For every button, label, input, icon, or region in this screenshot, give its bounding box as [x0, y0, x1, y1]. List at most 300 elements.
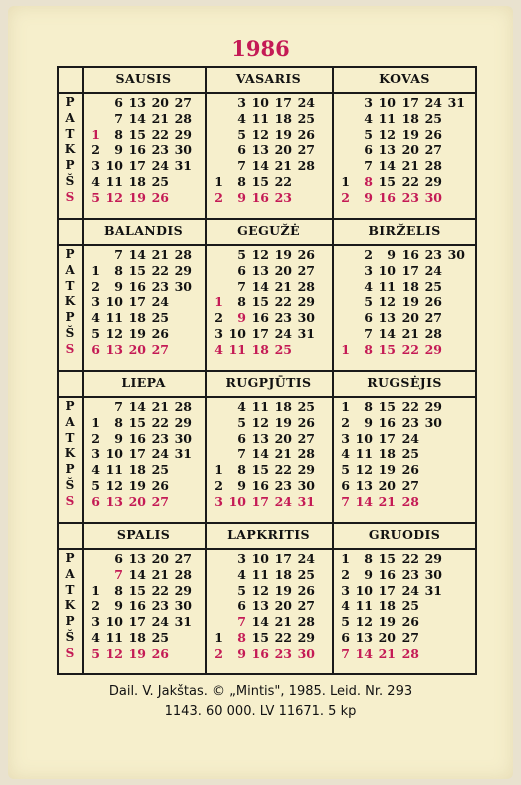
calendar-day: 17: [401, 262, 419, 278]
calendar-day: 7: [237, 158, 246, 174]
calendar-day: 6: [237, 430, 246, 446]
calendar-day: 8: [114, 262, 123, 278]
calendar-day: 26: [401, 614, 419, 630]
calendar-day: 30: [424, 566, 442, 582]
calendar-day: 7: [237, 614, 246, 630]
calendar-day: 1: [341, 551, 350, 566]
calendar-day: 8: [237, 294, 246, 310]
calendar-day: 16: [251, 645, 269, 661]
calendar-day: 13: [128, 551, 146, 566]
calendar-day: 18: [128, 174, 146, 189]
calendar-day: 21: [151, 399, 169, 414]
weekday-letter: S: [65, 341, 75, 356]
weekday-letter: P: [65, 551, 75, 565]
calendar-day: 18: [274, 566, 292, 582]
calendar-day: 22: [401, 551, 419, 566]
calendar-day: 1: [91, 126, 100, 142]
calendar-day: 18: [401, 110, 419, 126]
calendar-day: 10: [105, 158, 123, 174]
calendar-day: 14: [378, 158, 396, 174]
calendar-day: 1: [91, 262, 100, 278]
calendar-day: 17: [251, 326, 269, 341]
calendar-day: 11: [355, 446, 373, 462]
calendar-day: 8: [237, 462, 246, 478]
calendar-day: 20: [128, 341, 146, 357]
calendar-day: 11: [355, 598, 373, 614]
calendar-day: 9: [237, 310, 246, 326]
month-name: RUGPJŪTIS: [225, 375, 312, 390]
calendar-day: 17: [378, 430, 396, 446]
calendar-day: 12: [105, 478, 123, 493]
calendar-day: 8: [364, 174, 373, 189]
calendar-day: 10: [105, 294, 123, 310]
calendar-day: 12: [378, 294, 396, 310]
calendar-day: 11: [228, 341, 246, 357]
calendar-day: 25: [297, 566, 315, 582]
calendar-day: 7: [237, 278, 246, 294]
calendar-day: 18: [401, 278, 419, 294]
calendar-day: 29: [174, 414, 192, 430]
calendar-day: 6: [114, 95, 123, 110]
calendar-day: 13: [378, 142, 396, 158]
calendar-day: 6: [114, 551, 123, 566]
calendar-day: 24: [424, 95, 442, 110]
calendar-day: 10: [105, 446, 123, 462]
calendar-day: 28: [297, 158, 315, 174]
calendar-day: 21: [151, 247, 169, 262]
calendar-day: 7: [364, 326, 373, 341]
calendar-day: 17: [378, 582, 396, 598]
calendar-day: 14: [251, 158, 269, 174]
calendar-day: 21: [274, 158, 292, 174]
calendar-day: 27: [151, 341, 169, 357]
calendar-day: 14: [251, 614, 269, 630]
month-name: RUGSĖJIS: [367, 375, 442, 390]
calendar-day: 21: [401, 158, 419, 174]
calendar-day: 24: [424, 262, 442, 278]
calendar-day: 9: [237, 189, 246, 205]
calendar-day: 2: [214, 478, 223, 493]
grid-divider: [57, 548, 477, 550]
calendar-day: 19: [274, 126, 292, 142]
calendar-day: 25: [151, 630, 169, 645]
calendar-day: 2: [341, 189, 350, 205]
calendar-day: 3: [214, 326, 223, 341]
calendar-day: 17: [274, 551, 292, 566]
weekday-letter: P: [65, 247, 75, 261]
calendar-day: 8: [114, 126, 123, 142]
calendar-day: 21: [274, 614, 292, 630]
month-name: LAPKRITIS: [227, 527, 310, 542]
calendar-day: 3: [91, 614, 100, 630]
calendar-day: 9: [237, 645, 246, 661]
calendar-day: 15: [378, 341, 396, 357]
weekday-letter: Š: [65, 326, 75, 340]
calendar-day: 29: [297, 462, 315, 478]
calendar-day: 21: [151, 110, 169, 126]
calendar-day: 25: [151, 174, 169, 189]
calendar-day: 4: [364, 278, 373, 294]
calendar-day: 8: [364, 399, 373, 414]
calendar-day: 2: [364, 247, 373, 262]
calendar-day: 3: [91, 294, 100, 310]
calendar-day: 30: [174, 142, 192, 158]
calendar-day: 31: [424, 582, 442, 598]
calendar-day: 26: [297, 582, 315, 598]
calendar-day: 8: [237, 630, 246, 645]
calendar-day: 24: [151, 446, 169, 462]
calendar-day: 8: [237, 174, 246, 189]
calendar-day: 19: [274, 582, 292, 598]
calendar-day: 2: [214, 645, 223, 661]
calendar-day: 30: [424, 414, 442, 430]
calendar-day: 25: [151, 310, 169, 326]
calendar-day: 13: [105, 341, 123, 357]
calendar-day: 13: [251, 598, 269, 614]
calendar-day: 16: [378, 566, 396, 582]
calendar-day: 27: [424, 310, 442, 326]
calendar-day: 11: [105, 462, 123, 478]
calendar-day: 15: [378, 551, 396, 566]
calendar-day: 31: [447, 95, 465, 110]
calendar-day: 1: [341, 174, 350, 189]
calendar-day: 24: [274, 326, 292, 341]
calendar-day: 4: [91, 630, 100, 645]
month-name: BIRŽELIS: [368, 223, 441, 238]
calendar-day: 4: [91, 462, 100, 478]
calendar-day: 28: [174, 399, 192, 414]
calendar-day: 4: [91, 310, 100, 326]
calendar-day: 21: [378, 493, 396, 509]
calendar-day: 22: [401, 174, 419, 189]
calendar-day: 21: [274, 446, 292, 462]
calendar-day: 14: [128, 566, 146, 582]
calendar-day: 1: [341, 399, 350, 414]
calendar-day: 1: [214, 174, 223, 189]
calendar-day: 22: [151, 262, 169, 278]
calendar-day: 20: [151, 551, 169, 566]
calendar-day: 6: [237, 598, 246, 614]
calendar-day: 7: [364, 158, 373, 174]
calendar-day: 7: [114, 566, 123, 582]
calendar-day: 13: [128, 95, 146, 110]
calendar-day: 24: [297, 551, 315, 566]
calendar-day: 20: [274, 598, 292, 614]
calendar-day: 22: [274, 174, 292, 189]
calendar-day: 25: [424, 278, 442, 294]
calendar-day: 19: [128, 189, 146, 205]
calendar-day: 14: [128, 399, 146, 414]
calendar-day: 7: [114, 247, 123, 262]
calendar-day: 9: [114, 278, 123, 294]
calendar-day: 5: [364, 126, 373, 142]
calendar-day: 2: [91, 142, 100, 158]
calendar-day: 21: [151, 566, 169, 582]
calendar-day: 30: [174, 598, 192, 614]
calendar-day: 12: [355, 614, 373, 630]
calendar-day: 23: [274, 645, 292, 661]
calendar-day: 26: [151, 645, 169, 661]
calendar-day: 23: [151, 142, 169, 158]
calendar-day: 18: [274, 399, 292, 414]
calendar-day: 23: [401, 566, 419, 582]
calendar-day: 12: [105, 189, 123, 205]
calendar-day: 16: [251, 310, 269, 326]
calendar-day: 16: [128, 430, 146, 446]
calendar-day: 19: [274, 414, 292, 430]
calendar-day: 28: [297, 278, 315, 294]
calendar-day: 29: [424, 174, 442, 189]
calendar-day: 7: [341, 493, 350, 509]
calendar-day: 9: [364, 566, 373, 582]
calendar-day: 26: [151, 326, 169, 341]
calendar-day: 6: [237, 262, 246, 278]
calendar-day: 19: [378, 614, 396, 630]
calendar-day: 6: [364, 142, 373, 158]
calendar-day: 11: [251, 399, 269, 414]
calendar-day: 2: [91, 430, 100, 446]
calendar-day: 8: [114, 414, 123, 430]
calendar-day: 27: [297, 598, 315, 614]
calendar-day: 19: [401, 126, 419, 142]
weekday-letter: P: [65, 158, 75, 173]
month-name: KOVAS: [379, 71, 430, 86]
calendar-day: 16: [128, 142, 146, 158]
calendar-day: 29: [424, 551, 442, 566]
calendar-day: 19: [128, 478, 146, 493]
calendar-day: 2: [91, 598, 100, 614]
calendar-day: 24: [151, 614, 169, 630]
calendar-day: 30: [424, 189, 442, 205]
calendar-day: 18: [378, 598, 396, 614]
calendar-day: 29: [424, 399, 442, 414]
calendar-day: 27: [424, 142, 442, 158]
calendar-day: 20: [274, 430, 292, 446]
calendar-day: 18: [378, 446, 396, 462]
calendar-day: 21: [401, 326, 419, 341]
calendar-day: 4: [341, 446, 350, 462]
weekday-letter: Š: [65, 630, 75, 644]
calendar-day: 25: [274, 341, 292, 357]
weekday-letter: P: [65, 95, 75, 109]
calendar-day: 25: [297, 399, 315, 414]
calendar-day: 19: [128, 326, 146, 341]
calendar-day: 29: [297, 294, 315, 310]
calendar-day: 11: [251, 566, 269, 582]
calendar-day: 8: [364, 551, 373, 566]
calendar-day: 28: [174, 247, 192, 262]
calendar-day: 15: [128, 582, 146, 598]
calendar-day: 29: [174, 262, 192, 278]
calendar-day: 3: [341, 582, 350, 598]
calendar-day: 5: [237, 247, 246, 262]
calendar-day: 3: [237, 551, 246, 566]
calendar-day: 5: [237, 126, 246, 142]
calendar-day: 4: [91, 174, 100, 189]
calendar-day: 6: [341, 630, 350, 645]
calendar-day: 3: [91, 446, 100, 462]
calendar-day: 22: [274, 630, 292, 645]
month-name: LIEPA: [121, 375, 166, 390]
calendar-day: 18: [128, 310, 146, 326]
calendar-day: 15: [251, 462, 269, 478]
calendar-day: 4: [237, 110, 246, 126]
calendar-day: 30: [174, 430, 192, 446]
calendar-day: 31: [297, 326, 315, 341]
calendar-day: 14: [355, 645, 373, 661]
calendar-day: 15: [251, 174, 269, 189]
calendar-day: 10: [251, 551, 269, 566]
calendar-day: 11: [378, 278, 396, 294]
calendar-day: 20: [274, 262, 292, 278]
calendar-day: 27: [297, 142, 315, 158]
calendar-day: 5: [91, 478, 100, 493]
calendar-day: 22: [274, 294, 292, 310]
calendar-day: 15: [251, 294, 269, 310]
weekday-letter: P: [65, 462, 75, 477]
calendar-day: 26: [297, 247, 315, 262]
weekday-letter: A: [65, 414, 75, 429]
calendar-day: 25: [401, 446, 419, 462]
calendar-day: 23: [424, 247, 442, 262]
calendar-day: 3: [91, 158, 100, 174]
calendar-day: 30: [174, 278, 192, 294]
calendar-day: 4: [237, 566, 246, 582]
calendar-day: 28: [401, 645, 419, 661]
calendar-day: 9: [364, 414, 373, 430]
calendar-day: 9: [237, 478, 246, 493]
weekday-letter: T: [65, 126, 75, 141]
calendar-day: 22: [401, 399, 419, 414]
calendar-day: 1: [214, 462, 223, 478]
calendar-day: 12: [251, 414, 269, 430]
calendar-day: 11: [105, 310, 123, 326]
calendar-day: 5: [237, 582, 246, 598]
calendar-day: 16: [251, 189, 269, 205]
weekday-letter: T: [65, 278, 75, 293]
calendar-day: 7: [114, 399, 123, 414]
calendar-day: 24: [401, 430, 419, 446]
calendar-day: 12: [251, 247, 269, 262]
calendar-day: 4: [364, 110, 373, 126]
calendar-day: 31: [297, 493, 315, 509]
calendar-day: 23: [151, 278, 169, 294]
calendar-day: 1: [214, 630, 223, 645]
calendar-day: 30: [297, 478, 315, 493]
calendar-day: 14: [251, 446, 269, 462]
calendar-day: 27: [174, 551, 192, 566]
weekday-letter: S: [65, 189, 75, 204]
calendar-day: 5: [91, 326, 100, 341]
calendar-day: 28: [424, 326, 442, 341]
calendar-day: 9: [364, 189, 373, 205]
calendar-day: 19: [378, 462, 396, 478]
calendar-day: 16: [128, 598, 146, 614]
calendar-day: 16: [251, 478, 269, 493]
calendar-day: 14: [128, 247, 146, 262]
calendar-day: 13: [355, 630, 373, 645]
calendar-day: 1: [214, 294, 223, 310]
weekday-letter: T: [65, 430, 75, 445]
calendar-day: 14: [251, 278, 269, 294]
calendar-day: 24: [401, 582, 419, 598]
weekday-letter: K: [64, 142, 76, 157]
calendar-day: 26: [297, 126, 315, 142]
calendar-day: 20: [378, 478, 396, 493]
calendar-day: 4: [214, 341, 223, 357]
calendar-day: 4: [341, 598, 350, 614]
calendar-day: 20: [401, 310, 419, 326]
calendar-day: 11: [378, 110, 396, 126]
calendar-day: 14: [128, 110, 146, 126]
calendar-day: 18: [128, 630, 146, 645]
calendar-day: 22: [401, 341, 419, 357]
calendar-day: 23: [274, 478, 292, 493]
calendar-day: 10: [251, 95, 269, 110]
month-name: SAUSIS: [115, 71, 172, 86]
calendar-day: 14: [355, 493, 373, 509]
weekday-letter: A: [65, 262, 75, 277]
calendar-day: 1: [91, 582, 100, 598]
calendar-day: 23: [151, 598, 169, 614]
calendar-day: 23: [401, 414, 419, 430]
calendar-day: 28: [297, 614, 315, 630]
calendar-day: 22: [151, 414, 169, 430]
calendar-day: 19: [128, 645, 146, 661]
weekday-letter: P: [65, 310, 75, 325]
calendar-day: 17: [128, 446, 146, 462]
calendar-day: 2: [341, 566, 350, 582]
calendar-day: 17: [128, 614, 146, 630]
calendar-day: 31: [174, 446, 192, 462]
calendar-day: 5: [341, 462, 350, 478]
calendar-day: 23: [151, 430, 169, 446]
calendar-day: 28: [297, 446, 315, 462]
calendar-day: 6: [237, 142, 246, 158]
grid-divider: [57, 244, 477, 246]
grid-divider: [57, 92, 477, 94]
calendar-day: 24: [297, 95, 315, 110]
calendar-day: 10: [355, 430, 373, 446]
calendar-day: 26: [297, 414, 315, 430]
calendar-day: 15: [128, 414, 146, 430]
calendar-day: 26: [424, 294, 442, 310]
calendar-year: 1986: [231, 36, 290, 61]
calendar-day: 26: [151, 478, 169, 493]
weekday-letter: T: [65, 582, 75, 597]
calendar-day: 6: [91, 493, 100, 509]
weekday-letter: K: [64, 294, 76, 309]
calendar-day: 19: [274, 247, 292, 262]
calendar-day: 12: [105, 326, 123, 341]
calendar-day: 26: [424, 126, 442, 142]
calendar-day: 22: [151, 126, 169, 142]
calendar-day: 17: [128, 294, 146, 310]
calendar-day: 2: [214, 310, 223, 326]
calendar-day: 3: [214, 493, 223, 509]
calendar-day: 26: [151, 189, 169, 205]
calendar-day: 5: [341, 614, 350, 630]
calendar-day: 5: [237, 414, 246, 430]
calendar-day: 21: [274, 278, 292, 294]
calendar-day: 10: [228, 493, 246, 509]
calendar-day: 3: [237, 95, 246, 110]
calendar-day: 5: [91, 645, 100, 661]
calendar-day: 7: [237, 446, 246, 462]
calendar-day: 9: [114, 598, 123, 614]
calendar-day: 25: [424, 110, 442, 126]
calendar-day: 18: [274, 110, 292, 126]
